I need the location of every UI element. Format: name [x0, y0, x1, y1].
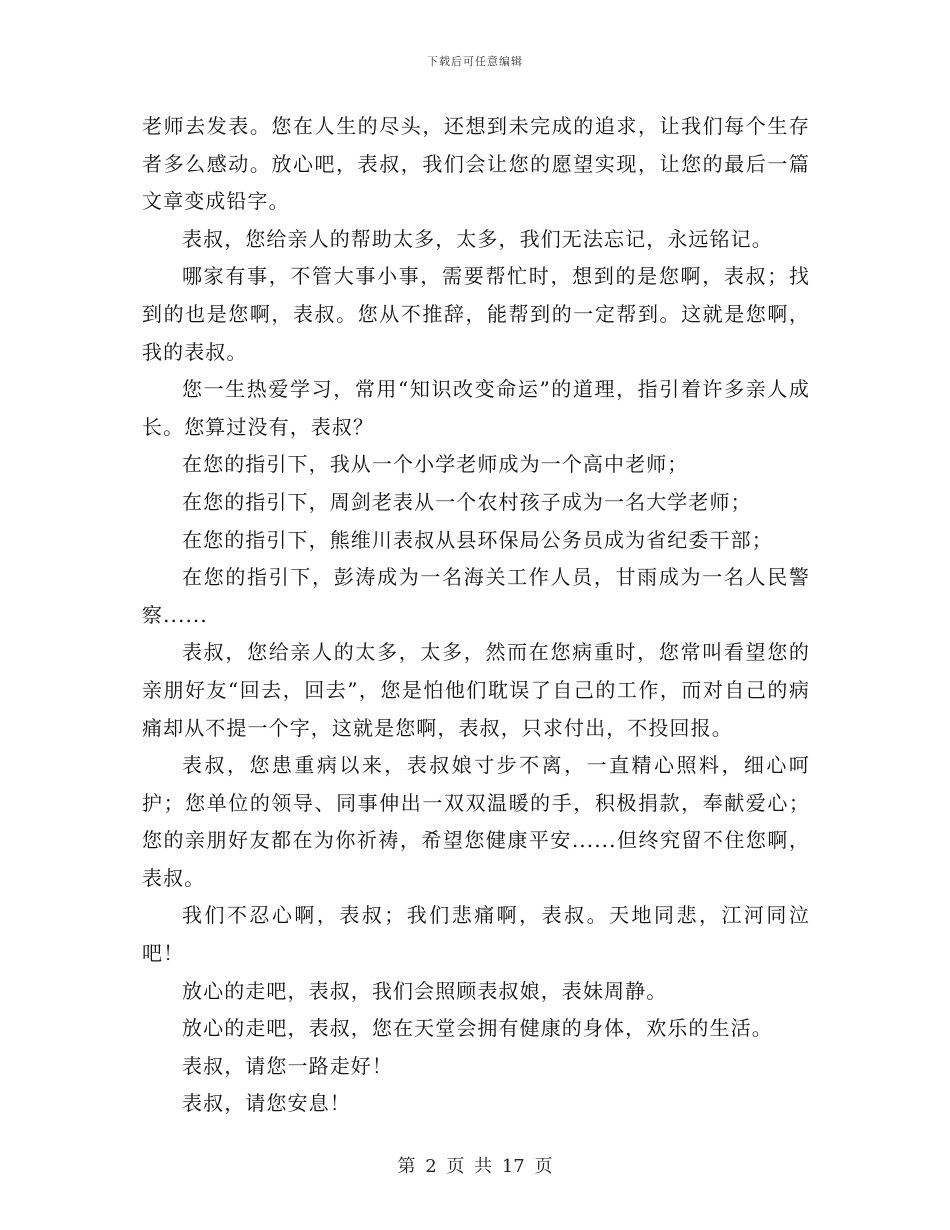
paragraph: 表叔，请您一路走好！: [182, 1053, 393, 1078]
paragraph: 表叔，请您安息！: [182, 1091, 351, 1116]
paragraph: 表叔，您给亲人的帮助太多，太多，我们无法忘记，永远铭记。: [182, 226, 773, 251]
paragraph: 表叔，您患重病以来，表叔娘寸步不离，一直精心照料，细心呵护；您单位的领导、同事伸出一双双温暖的手，积极捐款，奉献爱心；您的亲朋好友都在为你祈祷，希望您健康平安......但终究留不住您啊，表叔。: [142, 753, 810, 890]
paragraph: 表叔，您给亲人的太多，太多，然而在您病重时，您常叫看望您的亲朋好友“回去，回去”，您是怕他们耽误了自己的工作，而对自己的病痛却从不提一个字，这就是您啊，表叔，只求付出，不投回报。: [142, 640, 810, 740]
paragraph: 在您的指引下，周剑老表从一个农村孩子成为一名大学老师；: [182, 489, 752, 514]
paragraph-continuation: 老师去发表。您在人生的尽头，还想到未完成的追求，让我们每个生存者多么感动。放心吧，表叔，我们会让您的愿望实现，让您的最后一篇文章变成铅字。: [142, 114, 810, 214]
paragraph: 在您的指引下，熊维川表叔从县环保局公务员成为省纪委干部；: [182, 527, 773, 552]
page-header-note: 下载后可任意编辑: [427, 55, 523, 68]
paragraph: 放心的走吧，表叔，您在天堂会拥有健康的身体，欢乐的生活。: [182, 1016, 773, 1041]
paragraph: 我们不忍心啊，表叔；我们悲痛啊，表叔。天地同悲，江河同泣吧！: [142, 903, 810, 966]
paragraph: 您一生热爱学习，常用“知识改变命运”的道理，指引着许多亲人成长。您算过没有，表叔？: [142, 377, 810, 439]
paragraph: 在您的指引下，我从一个小学老师成为一个高中老师；: [182, 452, 689, 477]
paragraph: 在您的指引下，彭涛成为一名海关工作人员，甘雨成为一名人民警察......: [142, 565, 810, 627]
paragraph: 哪家有事，不管大事小事，需要帮忙时，想到的是您啊，表叔；找到的也是您啊，表叔。您从不推辞，能帮到的一定帮到。这就是您啊，我的表叔。: [142, 264, 810, 364]
paragraph: 放心的走吧，表叔，我们会照顾表叔娘，表妹周静。: [182, 978, 668, 1003]
page-number-footer: 第 2 页 共 17 页: [397, 1156, 553, 1177]
document-body: [142, 108, 810, 1123]
